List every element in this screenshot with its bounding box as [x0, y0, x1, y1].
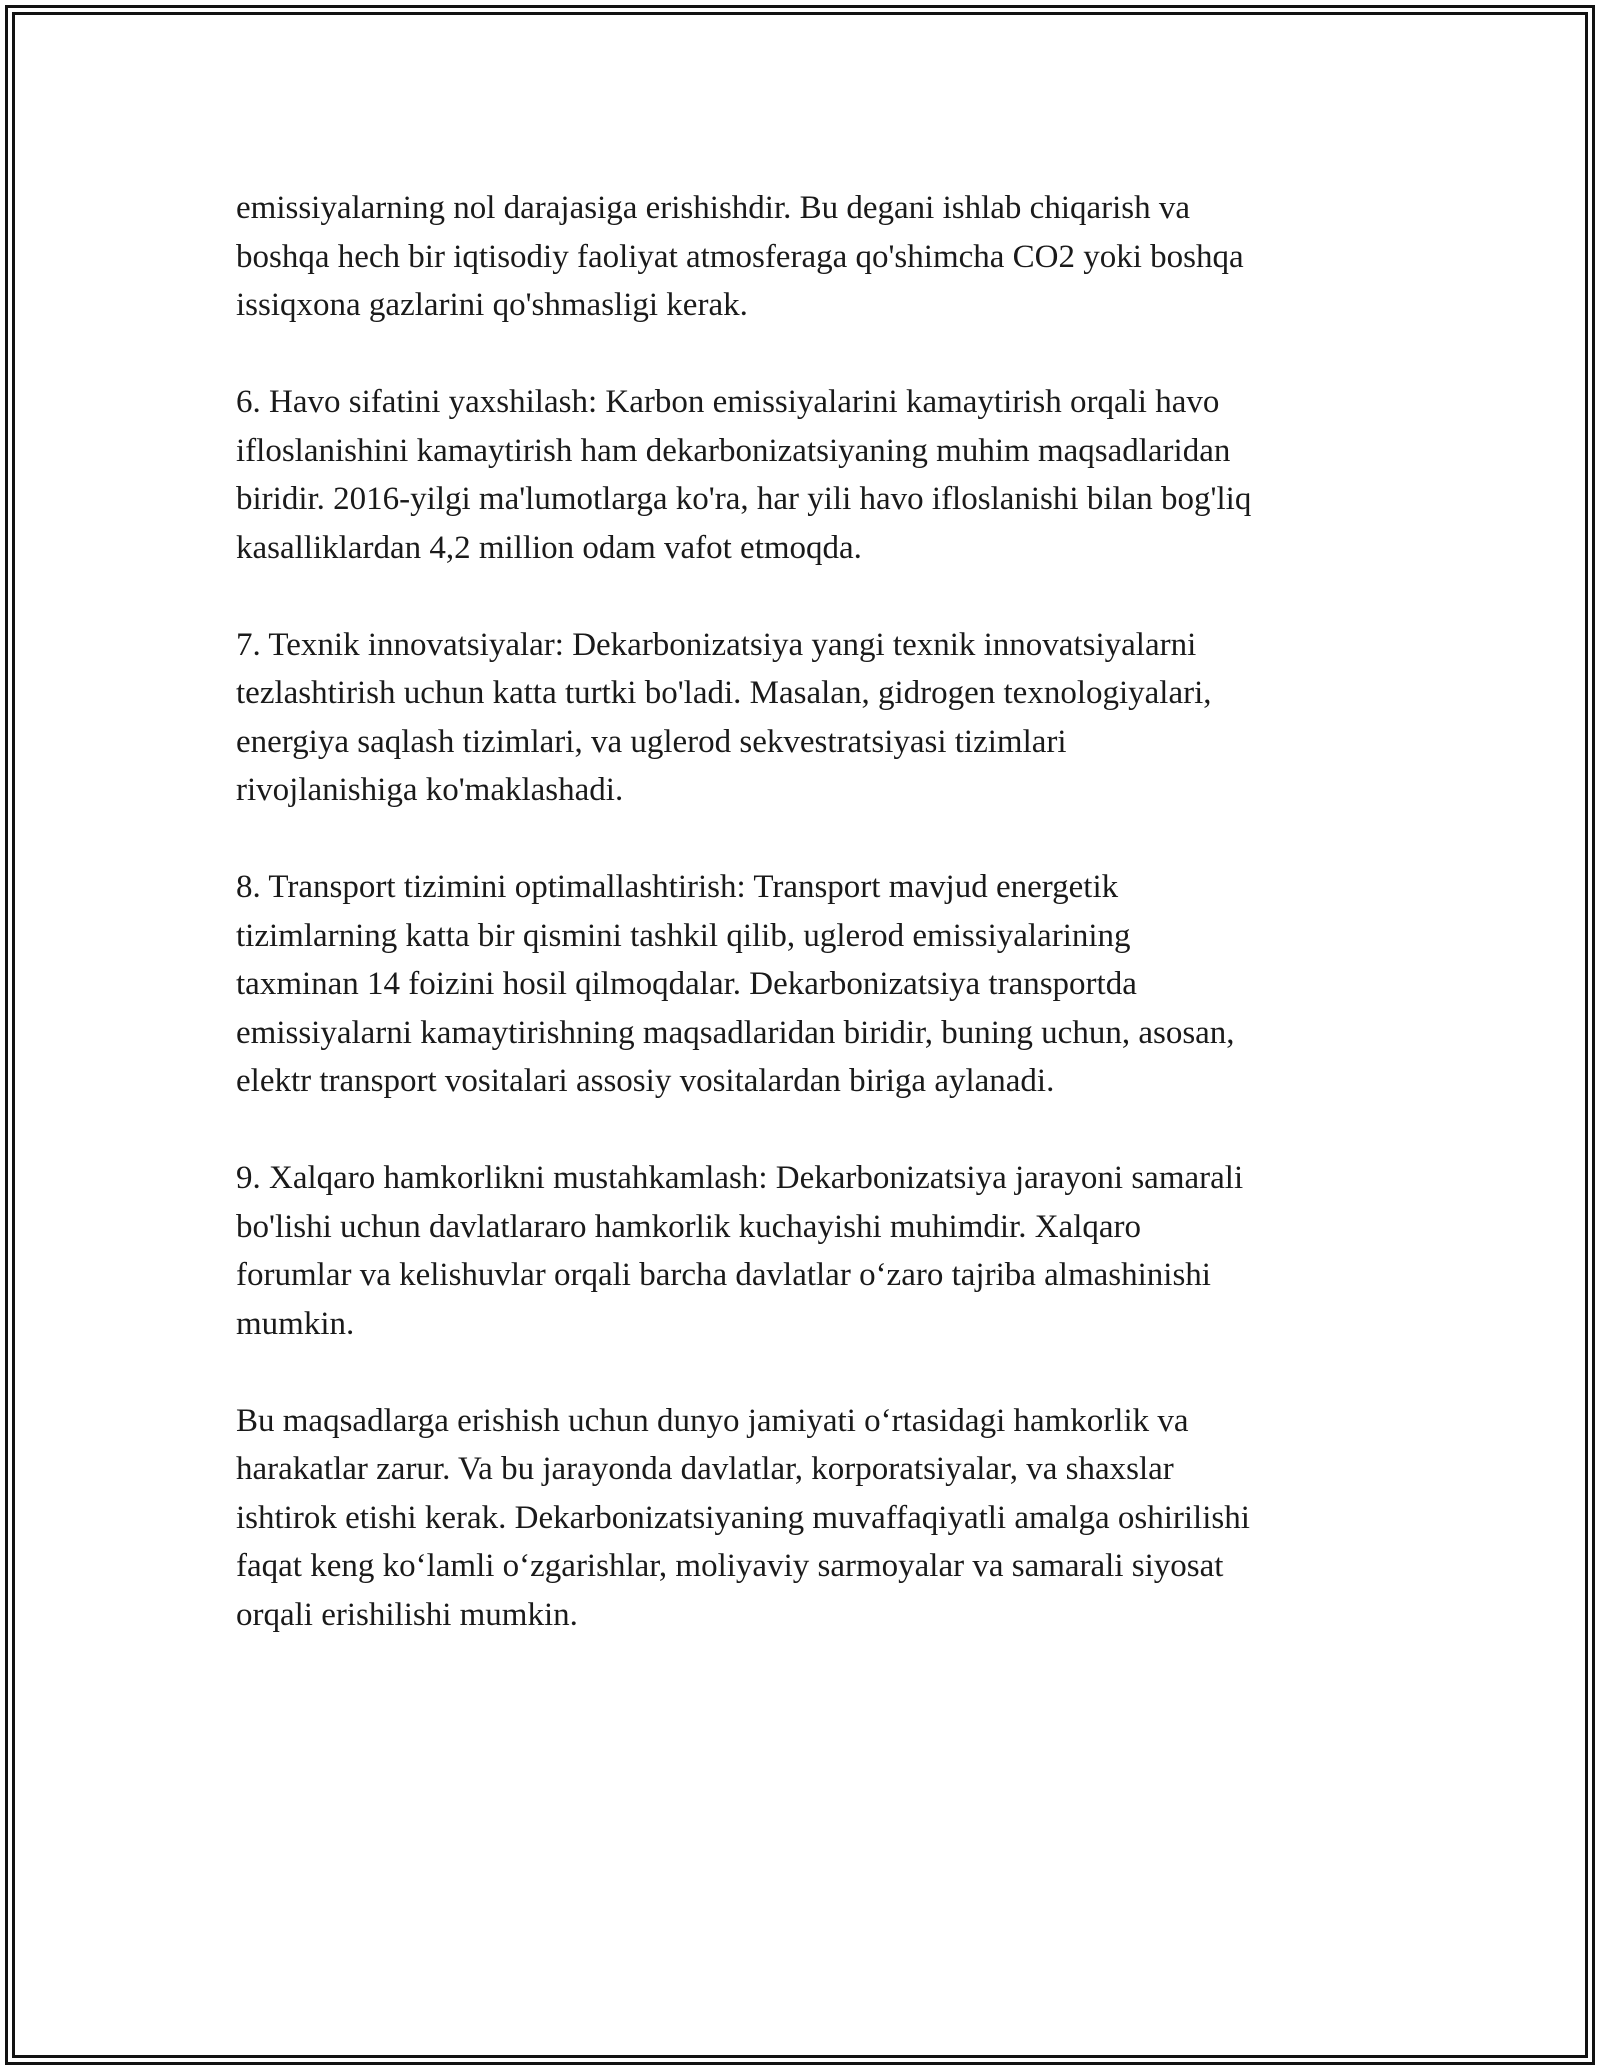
paragraph-item-7: 7. Texnik innovatsiyalar: Dekarbonizatsiya yangi texnik innovatsiyalarni tezlashtirish uchun katta turtki bo'ladi. Masalan, gidrogen texnologiyalari, energiya saqlash tizimlari, va uglerod sekvestratsiyasi tizimlari rivojlanishiga ko'maklashadi.: [236, 626, 1212, 808]
paragraph-item-6: 6. Havo sifatini yaxshilash: Karbon emissiyalarini kamaytirish orqali havo ifloslanishini kamaytirish ham dekarbonizatsiyaning muhim maqsadlaridan biridir. 2016-yilgi ma'lumotlarga ko'ra, har yili havo ifloslanishi bilan bog'liq kasalliklardan 4,2 million odam vafot etmoqda.: [236, 384, 1252, 566]
paragraph-item-8: 8. Transport tizimini optimallashtirish: Transport mavjud energetik tizimlarning katta bir qismini tashkil qilib, uglerod emissiyalarining taxminan 14 foizini hosil qilmoqdalar. Dekarbonizatsiya transportda emissiyalarni kamaytirishning maqsadlaridan biridir, buning uchun, asosan, elektr transport vositalari assosiy vositalardan biriga aylanadi.: [236, 869, 1235, 1099]
paragraph-conclusion: Bu maqsadlarga erishish uchun dunyo jamiyati o‘rtasidagi hamkorlik va harakatlar zarur. Va bu jarayonda davlatlar, korporatsiyalar, va shaxslar ishtirok etishi kerak. Dekarbonizatsiyaning muvaffaqiyatli amalga oshirilishi faqat keng ko‘lamli o‘zgarishlar, moliyaviy sarmoyalar va samarali siyosat orqali erishilishi mumkin.: [236, 1402, 1250, 1633]
paragraph-item-9: 9. Xalqaro hamkorlikni mustahkamlash: Dekarbonizatsiya jarayoni samarali bo'lishi uchun davlatlararo hamkorlik kuchayishi muhimdir. Xalqaro forumlar va kelishuvlar orqali barcha davlatlar o‘zaro tajriba almashinishi mumkin.: [236, 1160, 1244, 1342]
document-body: [236, 184, 1386, 1688]
paragraph-intro-continuation: emissiyalarning nol darajasiga erishishdir. Bu degani ishlab chiqarish va boshqa hech bir iqtisodiy faoliyat atmosferaga qo'shimcha CO2 yoki boshqa issiqxona gazlarini qo'shmasligi kerak.: [236, 190, 1244, 323]
